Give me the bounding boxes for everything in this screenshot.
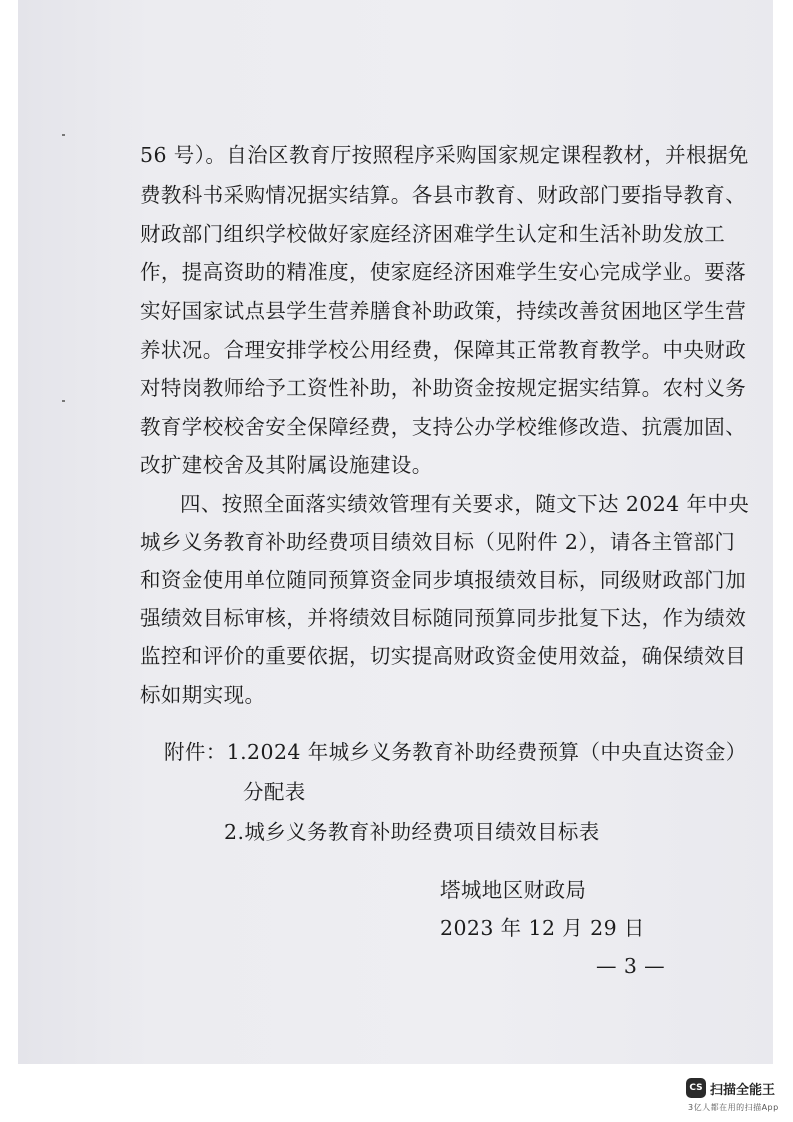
body-line: 四、按照全面落实绩效管理有关要求，随文下达 2024 年中央 [180,492,750,516]
body-line: 改扩建校舍及其附属设施建设。 [140,453,433,477]
body-line: 和资金使用单位随同预算资金同步填报绩效目标，同级财政部门加 [140,568,747,592]
attachment-line-1-continued: 分配表 [243,780,306,804]
camscanner-logo-icon: CS [686,1078,706,1098]
body-line: 财政部门组织学校做好家庭经济困难学生认定和生活补助发放工 [140,222,726,246]
scanner-watermark [686,1078,786,1118]
body-line: 56 号）。自治区教育厅按照程序采购国家规定课程教材，并根据免 [140,143,749,167]
scan-edge-mark [62,400,65,402]
attachment-line-2: 2.城乡义务教育补助经费项目绩效目标表 [224,820,600,844]
body-line: 养状况。合理安排学校公用经费，保障其正常教育教学。中央财政 [140,338,747,362]
body-line: 强绩效目标审核，并将绩效目标随同预算同步批复下达，作为绩效 [140,606,747,630]
attachment-line-1: 附件：1.2024 年城乡义务教育补助经费预算（中央直达资金） [164,740,747,764]
body-line: 实好国家试点县学生营养膳食补助政策，持续改善贫困地区学生营 [140,299,747,323]
scan-edge-mark [62,134,65,136]
watermark-app-name: 扫描全能王 [710,1083,776,1098]
body-line: 监控和评价的重要依据，切实提高财政资金使用效益，确保绩效目 [140,644,747,668]
issuer-signature: 塔城地区财政局 [440,878,587,902]
body-line: 标如期实现。 [140,683,266,707]
page-number: — 3 — [596,954,666,978]
body-line: 费教科书采购情况据实结算。各县市教育、财政部门要指导教育、 [140,183,747,207]
body-line: 城乡义务教育补助经费项目绩效目标（见附件 2），请各主管部门 [140,530,736,554]
issue-date: 2023 年 12 月 29 日 [440,916,645,940]
body-line: 对特岗教师给予工资性补助，补助资金按规定据实结算。农村义务 [140,376,747,400]
watermark-tagline: 3亿人都在用的扫描App [688,1103,779,1112]
body-line: 作，提高资助的精准度，使家庭经济困难学生安心完成学业。要落 [140,260,747,284]
body-line: 教育学校校舍安全保障经费，支持公办学校维修改造、抗震加固、 [140,415,747,439]
